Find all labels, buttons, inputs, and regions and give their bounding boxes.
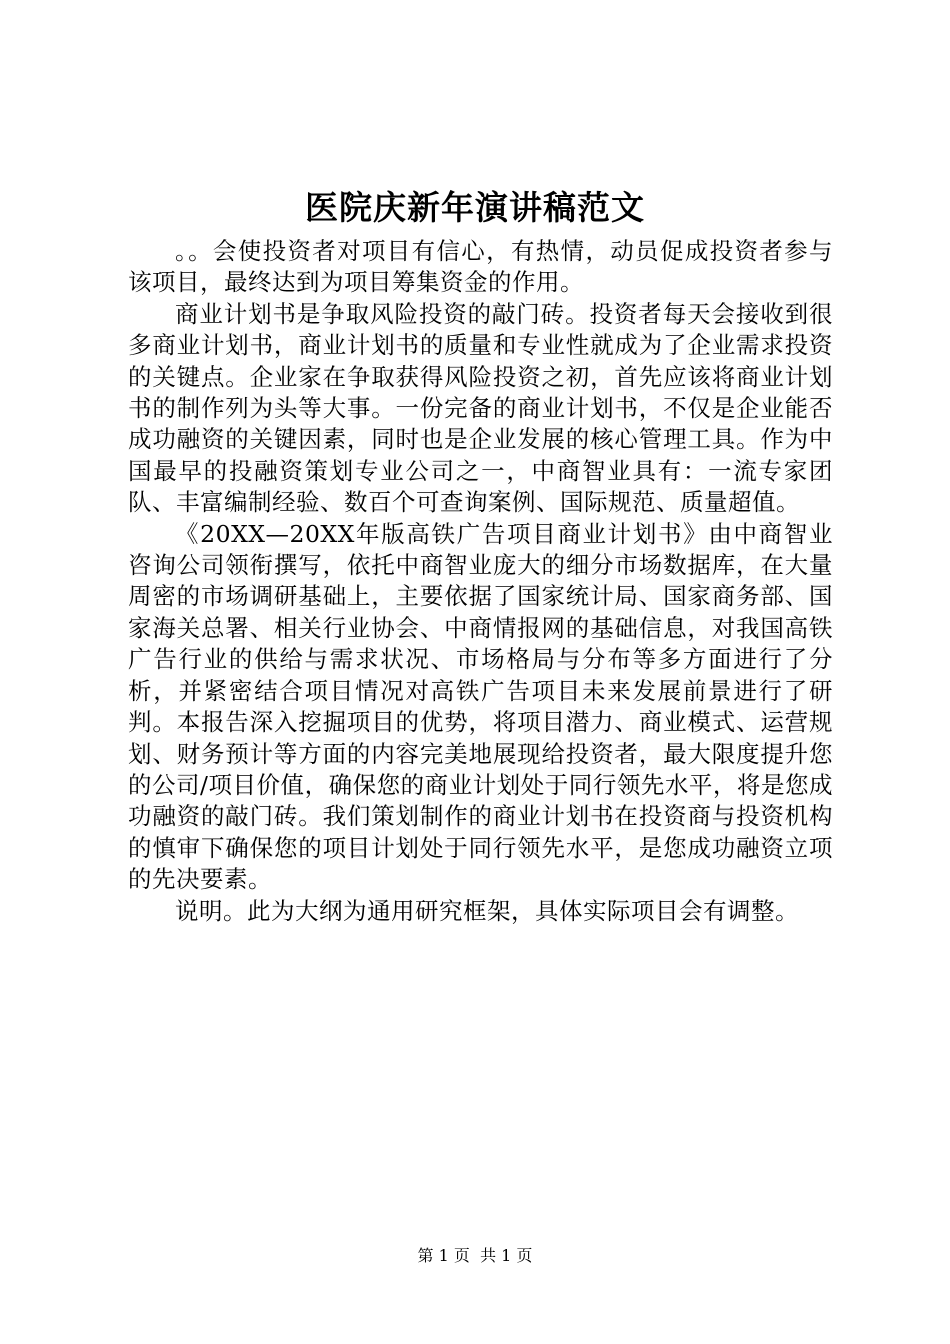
paragraph-4: 说明。此为大纲为通用研究框架，具体实际项目会有调整。: [175, 896, 799, 925]
document-body: [128, 236, 833, 927]
page-footer: [0, 1245, 950, 1267]
paragraph-1: 。。会使投资者对项目有信心，有热情，动员促成投资者参与该项目，最终达到为项目筹集资金的作用。: [128, 237, 833, 297]
page-number-label: 第 1 页 共 1 页: [417, 1246, 533, 1265]
paragraph-3: 《20XX—20XX年版高铁广告项目商业计划书》由中商智业咨询公司领衔撰写，依托中商智业庞大的细分市场数据库，在大量周密的市场调研基础上，主要依据了国家统计局、国家商务部、国家海关总署、相关行业协会、中商情报网的基础信息，对我国高铁广告行业的供给与需求状况、市场格局与分布等多方面进行了分析，并紧密结合项目情况对高铁广告项目未来发展前景进行了研判。本报告深入挖掘项目的优势，将项目潜力、商业模式、运营规划、财务预计等方面的内容完美地展现给投资者，最大限度提升您的公司/项目价值，确保您的商业计划处于同行领先水平，将是您成功融资的敲门砖。我们策划制作的商业计划书在投资商与投资机构的慎审下确保您的项目计划处于同行领先水平，是您成功融资立项的先决要素。: [128, 519, 833, 894]
paragraph-2: 商业计划书是争取风险投资的敲门砖。投资者每天会接收到很多商业计划书，商业计划书的质量和专业性就成为了企业需求投资的关键点。企业家在争取获得风险投资之初，首先应该将商业计划书的制作列为头等大事。一份完备的商业计划书，不仅是企业能否成功融资的关键因素，同时也是企业发展的核心管理工具。作为中国最早的投融资策划专业公司之一，中商智业具有：一流专家团队、丰富编制经验、数百个可查询案例、国际规范、质量超值。: [128, 299, 833, 517]
document-title: 医院庆新年演讲稿范文: [305, 188, 645, 227]
